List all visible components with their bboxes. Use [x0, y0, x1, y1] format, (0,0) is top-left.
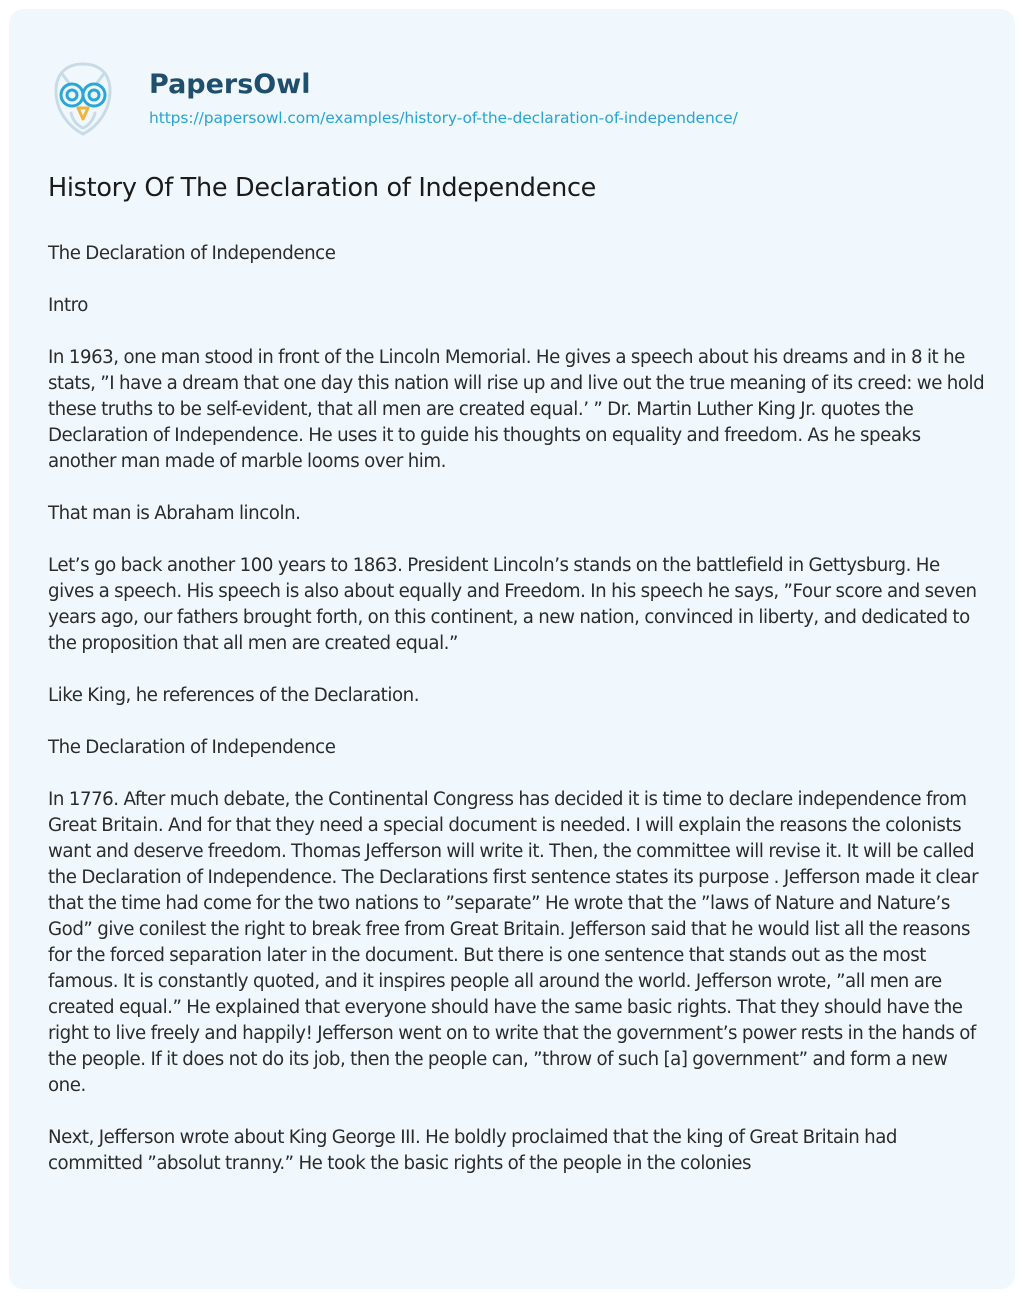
source-url-link[interactable]: https://papersowl.com/examples/history-of-the-declaration-of-independence/: [149, 109, 738, 127]
document-body: [48, 241, 988, 1203]
paragraph: The Declaration of Independence: [48, 243, 336, 264]
brand-block: [149, 71, 738, 127]
paragraph: Next, Jefferson wrote about King George III. He boldly proclaimed that the king of Great Britain had committed ”absolut tranny.” He took the basic rights of the people in the colonies: [48, 1127, 898, 1174]
paragraph: Intro: [48, 295, 88, 316]
brand-name[interactable]: PapersOwl: [149, 69, 311, 100]
paragraph: In 1776. After much debate, the Continental Congress has decided it is time to declare independence from Great Britain. And for that they need a special document is needed. I will explain the reasons the colonists want and deserve freedom. Thomas Jefferson will write it. Then, the committee will revise it. It will be called the Declaration of Independence. The Declarations first sentence states its purpose . Jefferson made it clear that the time had come for the two nations to ”separate” He wrote that the ”laws of Nature and Nature’s God” give conilest the right to break free from Great Britain. Jefferson said that he would list all the reasons for the forced separation later in the document. But there is one sentence that stands out as the most famous. It is constantly quoted, and it inspires people all around the world. Jefferson wrote, ”all men are created equal.” He explained that everyone should have the same basic rights. That they should have the right to live freely and happily! Jefferson went on to write that the government’s power rests in the hands of the people. If it does not do its job, then the people can, ”throw of such [a] government” and form a new one.: [48, 789, 979, 1096]
owl-logo-icon: [51, 61, 115, 137]
paragraph: The Declaration of Independence: [48, 737, 336, 758]
paragraph: That man is Abraham lincoln.: [48, 503, 301, 524]
site-header: [51, 61, 738, 137]
page-title: History Of The Declaration of Independence: [48, 173, 597, 203]
paragraph: Let’s go back another 100 years to 1863. President Lincoln’s stands on the battlefield in Gettysburg. He gives a speech. His speech is also about equally and Freedom. In his speech he says, ”Four score and seven years ago, our fathers brought forth, on this continent, a new nation, convinced in liberty, and dedicated to the proposition that all men are created equal.”: [48, 555, 977, 654]
paragraph: Like King, he references of the Declaration.: [48, 685, 420, 706]
paragraph: In 1963, one man stood in front of the Lincoln Memorial. He gives a speech about his dreams and in 8 it he stats, ”I have a dream that one day this nation will rise up and live out the true meaning of its creed: we hold these truths to be self-evident, that all men are created equal.’ ” Dr. Martin Luther King Jr. quotes the Declaration of Independence. He uses it to guide his thoughts on equality and freedom. As he speaks another man made of marble looms over him.: [48, 347, 985, 472]
document-page: [9, 9, 1015, 1289]
